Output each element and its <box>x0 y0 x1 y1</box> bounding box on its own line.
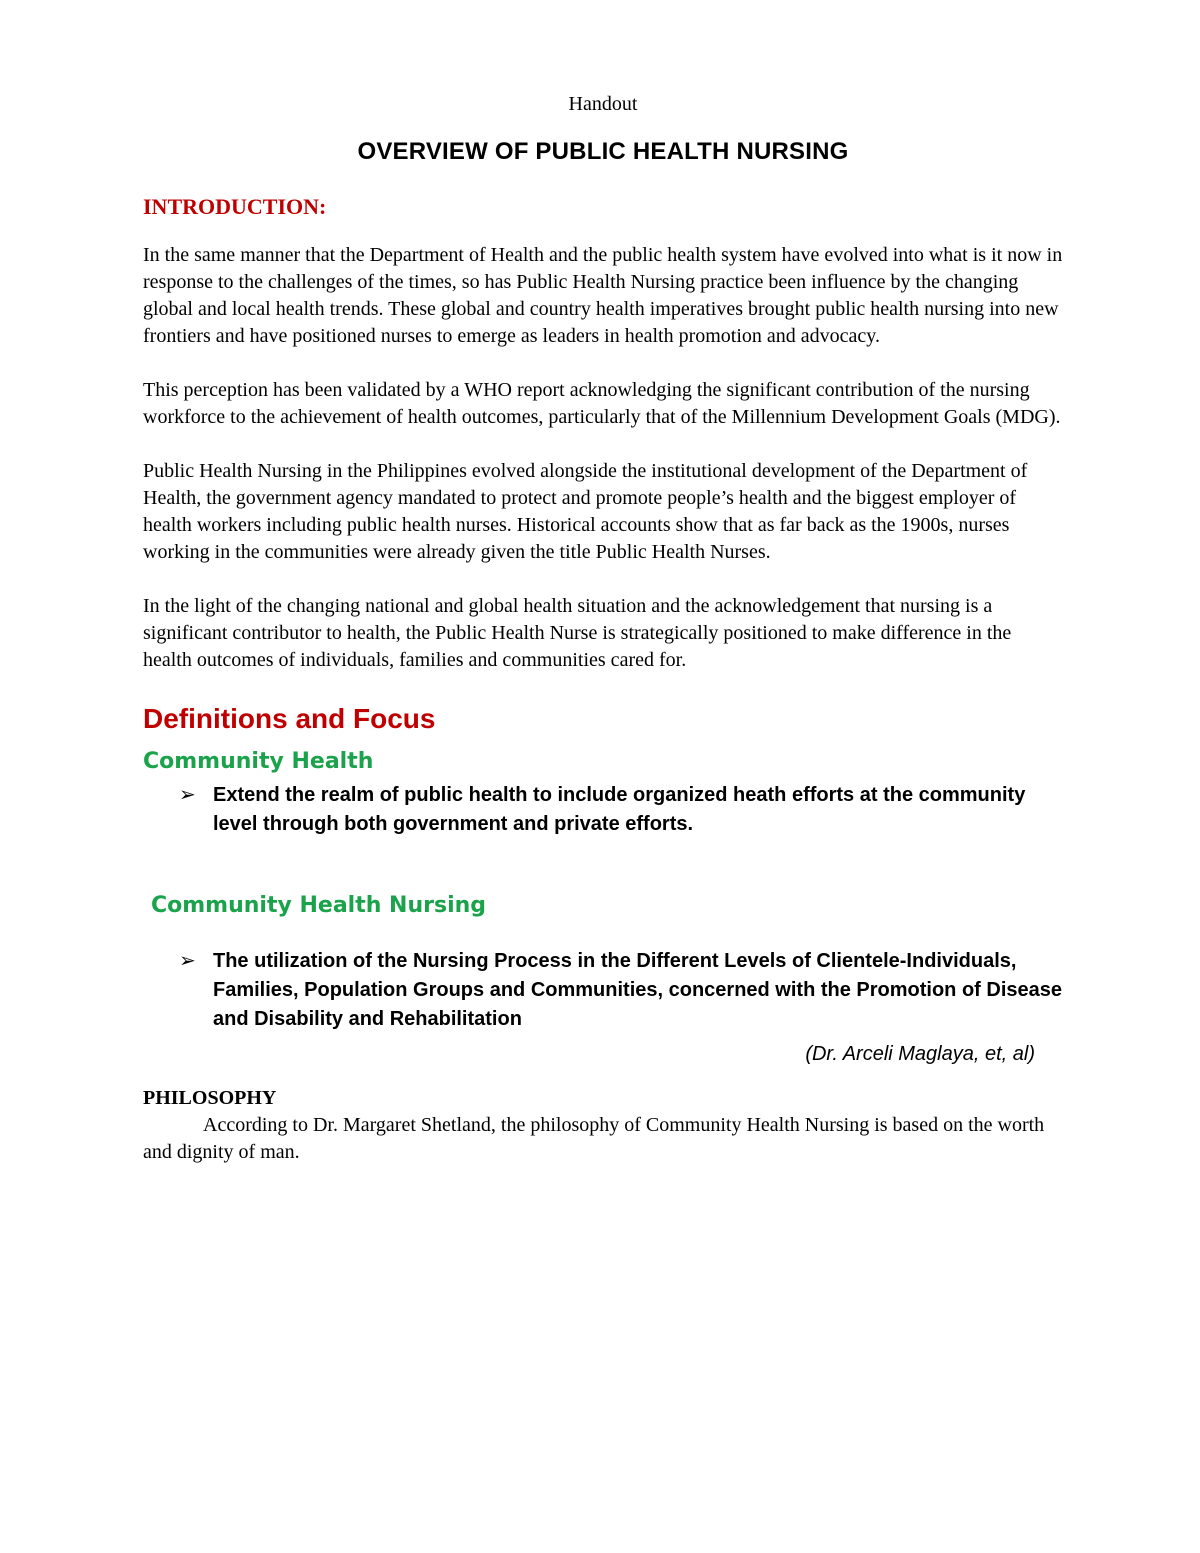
community-health-nursing-bullet <box>143 947 1063 1034</box>
citation: (Dr. Arceli Maglaya, et, al) <box>805 1043 1035 1065</box>
community-health-nursing-heading: Community Health Nursing <box>151 893 487 918</box>
intro-paragraph-1: In the same manner that the Department of Health and the public health system have evolved into what is it now in response to the challenges of the times, so has Public Health Nursing practice been influence by the changing global and local health trends. These global and country health imperatives brought public health nursing into new frontiers and have positioned nurses to emerge as leaders in health promotion and advocacy. <box>143 244 1063 347</box>
community-health-nursing-definition: The utilization of the Nursing Process in the Different Levels of Clientele-Individuals, Families, Population Groups and Communities, concerned with the Promotion of Disease and Disability and Rehabilitation <box>213 950 1063 1030</box>
arrow-bullet-icon: ➢ <box>179 784 196 806</box>
document-page <box>143 90 1063 1166</box>
intro-paragraph-4: In the light of the changing national and global health situation and the acknowledgement that nursing is a significant contributor to health, the Public Health Nurse is strategically positioned to make difference in the health outcomes of individuals, families and communities cared for. <box>143 595 1012 671</box>
community-health-definition: Extend the realm of public health to include organized heath efforts at the community level through both government and private efforts. <box>213 784 1026 835</box>
document-title: OVERVIEW OF PUBLIC HEALTH NURSING <box>357 138 849 165</box>
intro-paragraph-2: This perception has been validated by a WHO report acknowledging the significant contribution of the nursing workforce to the achievement of health outcomes, particularly that of the Millennium Development Goals (MDG). <box>143 379 1061 428</box>
philosophy-text: According to Dr. Margaret Shetland, the philosophy of Community Health Nursing is based on the worth and dignity of man. <box>143 1114 1045 1163</box>
intro-paragraph-3: Public Health Nursing in the Philippines evolved alongside the institutional development of the Department of Health, the government agency mandated to protect and promote people’s health and the biggest employer of health workers including public health nurses. Historical accounts show that as far back as the 1900s, nurses working in the communities were already given the title Public Health Nurses. <box>143 460 1028 563</box>
arrow-bullet-icon: ➢ <box>179 950 196 972</box>
community-health-bullet <box>143 781 1063 839</box>
philosophy-heading: PHILOSOPHY <box>143 1087 277 1109</box>
handout-label: Handout <box>568 93 638 115</box>
introduction-heading: INTRODUCTION: <box>143 194 327 219</box>
community-health-heading: Community Health <box>143 749 374 774</box>
definitions-heading: Definitions and Focus <box>143 703 436 734</box>
